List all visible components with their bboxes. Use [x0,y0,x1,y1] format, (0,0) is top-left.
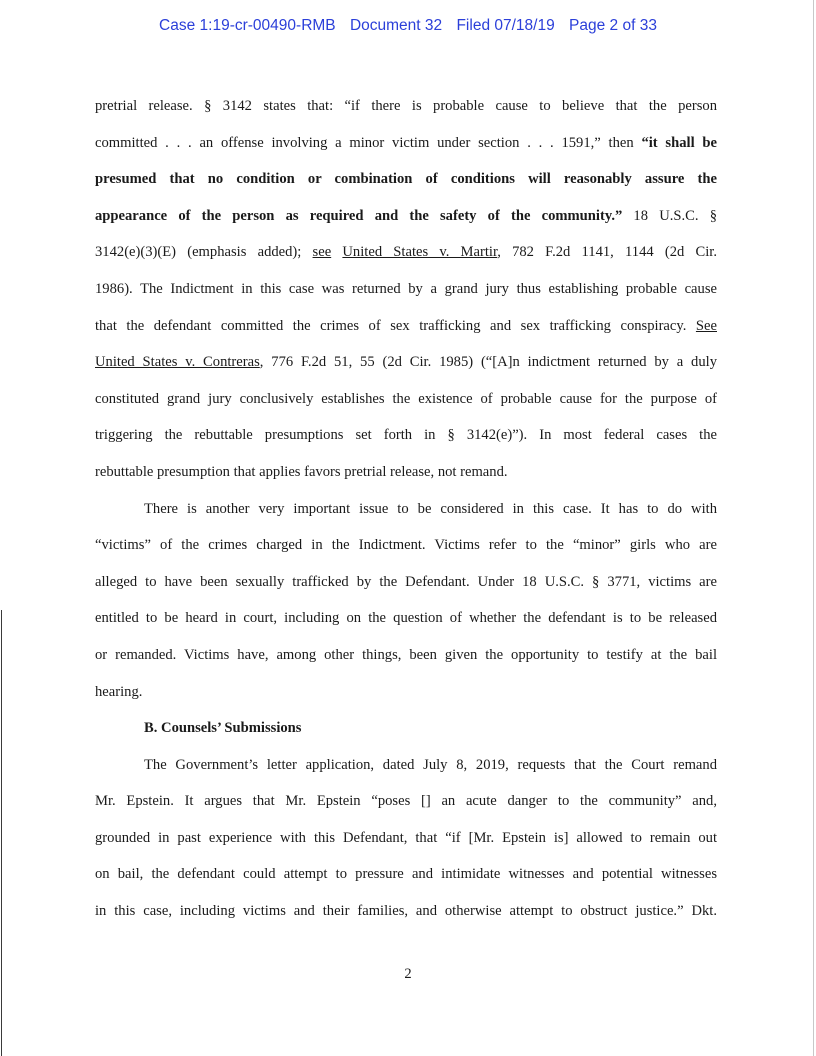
text-line: on bail, the defendant could attempt to pressure and intimidate witnesses and potential witnesses [95,866,717,883]
section-heading: B. Counsels’ Submissions [144,720,302,737]
case-citation: United States v. Martir [342,244,498,261]
text-line: rebuttable presumption that applies favors pretrial release, not remand. [95,463,508,480]
text-line: Mr. Epstein. It argues that Mr. Epstein “poses [] an acute danger to the community” and, [95,793,717,810]
text-line: alleged to have been sexually trafficked by the Defendant. Under 18 U.S.C. § 3771, victims are [95,573,717,590]
citation-signal: See [695,317,717,334]
case-number: Case 1:19-cr-00490-RMB [159,17,336,34]
scan-edge-right [813,0,814,1056]
text-line: appearance of the person as required and the safety of the community.” 18 U.S.C. § [95,207,717,224]
document-body [95,88,717,930]
text-line: constituted grand jury conclusively establishes the existence of probable cause for the purpose of [95,390,717,407]
document-number: Document 32 [349,17,443,34]
citation-signal: see [312,244,332,261]
text-line: “victims” of the crimes charged in the Indictment. Victims refer to the “minor” girls who are [95,537,717,554]
text-line: United States v. Contreras, 776 F.2d 51, 55 (2d Cir. 1985) (“[A]n indictment returned by a duly [95,354,717,371]
paragraph-first-line: The Government’s letter application, dated July 8, 2019, requests that the Court remand [144,756,717,773]
paragraph-first-line: There is another very important issue to be considered in this case. It has to do with [144,500,717,517]
text-line: 1986). The Indictment in this case was returned by a grand jury thus establishing probable cause [95,280,717,297]
text-line: entitled to be heard in court, including on the question of whether the defendant is to be released [95,610,717,627]
page-number: 2 [404,966,412,982]
text-line: hearing. [95,683,143,700]
text-line: grounded in past experience with this Defendant, that “if [Mr. Epstein is] allowed to remain out [95,829,717,846]
text-line: committed . . . an offense involving a minor victim under section . . . 1591,” then “it shall be [95,134,717,151]
case-citation: United States v. Contreras [95,354,260,371]
scan-edge-left [1,610,2,1056]
emphasis-text: appearance of the person as required and the safety of the community.” [95,207,623,224]
text-line: or remanded. Victims have, among other things, been given the opportunity to testify at the bail [95,646,717,663]
court-filing-header [0,17,816,35]
text-line: 3142(e)(3)(E) (emphasis added); see United States v. Martir, 782 F.2d 1141, 1144 (2d Cir. [95,244,717,261]
filed-date: Filed 07/18/19 [456,17,555,34]
text-line: that the defendant committed the crimes of sex trafficking and sex trafficking conspiracy. See [95,317,717,334]
text-line: triggering the rebuttable presumptions set forth in § 3142(e)”). In most federal cases the [95,427,717,444]
page-of-total: Page 2 of 33 [569,17,657,34]
text-line: in this case, including victims and their families, and otherwise attempt to obstruct justice.” Dkt. [95,903,717,920]
text-line: pretrial release. § 3142 states that: “if there is probable cause to believe that the person [95,98,717,114]
emphasis-text: “it shall be [641,134,717,151]
emphasis-line: presumed that no condition or combination of conditions will reasonably assure the [95,171,717,188]
